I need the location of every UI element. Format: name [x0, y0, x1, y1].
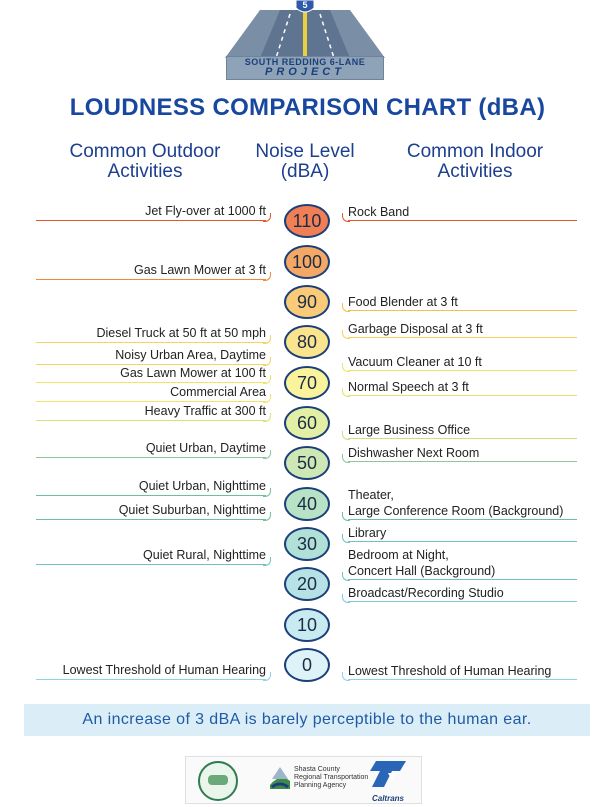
outdoor-item	[0, 263, 280, 281]
indoor-item	[338, 379, 578, 397]
indoor-item	[338, 321, 578, 339]
indoor-item	[338, 354, 578, 372]
outdoor-underline	[36, 495, 266, 496]
shield-number: 5	[302, 0, 308, 10]
outdoor-underline	[36, 220, 266, 221]
indoor-item-label: Normal Speech at 3 ft	[348, 380, 469, 394]
outdoor-underline	[36, 382, 266, 383]
outdoor-curl	[263, 512, 271, 521]
outdoor-item-label: Heavy Traffic at 300 ft	[144, 404, 266, 418]
indoor-item-label: Lowest Threshold of Human Hearing	[348, 664, 552, 678]
outdoor-item-label: Quiet Rural, Nighttime	[143, 548, 266, 562]
indoor-item	[338, 204, 578, 222]
level-heading-line1: Noise Level	[255, 141, 355, 162]
caltrans-label: Caltrans	[371, 794, 404, 803]
outdoor-item-label: Gas Lawn Mower at 3 ft	[133, 263, 266, 277]
indoor-item-label: Dishwasher Next Room	[348, 446, 480, 460]
outdoor-item	[0, 479, 280, 497]
outdoor-item-label: Commercial Area	[170, 385, 266, 399]
level-circle: 0	[284, 648, 330, 682]
caltrans-logo	[366, 759, 410, 803]
indoor-underline	[348, 461, 577, 462]
outdoor-underline	[36, 420, 266, 421]
outdoor-curl	[263, 557, 271, 566]
caltrans-icon	[366, 759, 410, 789]
level-heading-line2: (dBA)	[280, 161, 330, 182]
outdoor-item	[0, 441, 280, 459]
indoor-item-label	[348, 487, 563, 519]
indoor-item	[338, 422, 578, 440]
city-seal-mark	[208, 775, 228, 785]
outdoor-underline	[36, 279, 266, 280]
outdoor-curl	[263, 488, 271, 497]
indoor-item-label: Broadcast/Recording Studio	[348, 586, 504, 600]
indoor-underline	[348, 519, 577, 520]
indoor-underline	[348, 370, 577, 371]
indoor-item-label: Food Blender at 3 ft	[348, 295, 458, 309]
outdoor-item	[0, 663, 280, 681]
indoor-item	[338, 294, 578, 312]
indoor-item	[338, 585, 578, 603]
level-circle: 30	[284, 527, 330, 561]
outdoor-item	[0, 326, 280, 344]
agency-icon	[268, 763, 292, 793]
outdoor-underline	[36, 519, 266, 520]
indoor-item	[338, 487, 578, 521]
level-circle: 100	[284, 245, 330, 279]
indoor-item-line2: Large Conference Room (Background)	[348, 504, 564, 518]
agency-label-1: Shasta County	[294, 766, 340, 773]
level-circle: 40	[284, 487, 330, 521]
indoor-underline	[348, 310, 577, 311]
level-column-heading	[245, 142, 365, 182]
outdoor-underline	[36, 457, 266, 458]
level-circle: 50	[284, 446, 330, 480]
indoor-underline	[348, 579, 577, 580]
indoor-item-label: Garbage Disposal at 3 ft	[348, 322, 483, 336]
outdoor-curl	[263, 357, 271, 366]
indoor-item	[338, 663, 578, 681]
outdoor-underline	[36, 364, 266, 365]
outdoor-curl	[263, 272, 271, 281]
level-circle: 60	[284, 406, 330, 440]
logo-line1: SOUTH REDDING 6-LANE	[244, 57, 366, 67]
outdoor-curl	[263, 375, 271, 384]
indoor-item-label: Rock Band	[348, 205, 410, 219]
indoor-underline	[348, 438, 577, 439]
outdoor-item	[0, 548, 280, 566]
outdoor-underline	[36, 564, 266, 565]
outdoor-item-label: Jet Fly-over at 1000 ft	[145, 204, 266, 218]
city-seal-icon	[198, 761, 238, 801]
outdoor-underline	[36, 679, 266, 680]
indoor-underline	[348, 395, 577, 396]
indoor-item-line2: Concert Hall (Background)	[348, 564, 496, 578]
outdoor-heading-line1: Common Outdoor	[69, 141, 221, 162]
outdoor-heading-line2: Activities	[107, 161, 183, 182]
logo-caption	[226, 56, 384, 80]
info-banner: An increase of 3 dBA is barely perceptible to the human ear.	[24, 704, 590, 736]
level-circle: 20	[284, 567, 330, 601]
outdoor-item-label: Quiet Urban, Daytime	[145, 441, 266, 455]
outdoor-item-label: Gas Lawn Mower at 100 ft	[120, 366, 266, 380]
level-circle: 80	[284, 325, 330, 359]
outdoor-item	[0, 348, 280, 366]
indoor-item-line1: Bedroom at Night,	[348, 548, 449, 562]
indoor-underline	[348, 679, 577, 680]
agency-label-3: Planning Agency	[294, 782, 347, 789]
outdoor-item	[0, 503, 280, 521]
outdoor-item-label: Noisy Urban Area, Daytime	[115, 348, 266, 362]
indoor-item-label: Library	[348, 526, 387, 540]
project-logo	[220, 0, 390, 82]
outdoor-curl	[263, 394, 271, 403]
agency-label-2: Regional Transportation	[294, 774, 369, 781]
indoor-column-heading	[380, 142, 570, 182]
indoor-item-label	[348, 547, 495, 579]
page-title: LOUDNESS COMPARISON CHART (dBA)	[69, 94, 546, 121]
logo-line2: PROJECT	[265, 66, 345, 78]
indoor-item	[338, 525, 578, 543]
indoor-item	[338, 547, 578, 581]
outdoor-underline	[36, 342, 266, 343]
level-circle: 90	[284, 285, 330, 319]
outdoor-column-heading	[40, 142, 250, 182]
outdoor-item	[0, 404, 280, 422]
outdoor-curl	[263, 335, 271, 344]
indoor-underline	[348, 337, 577, 338]
footer-logos	[185, 756, 422, 804]
indoor-item-label: Vacuum Cleaner at 10 ft	[348, 355, 482, 369]
outdoor-curl	[263, 450, 271, 459]
outdoor-item-label: Quiet Urban, Nighttime	[138, 479, 266, 493]
outdoor-underline	[36, 401, 266, 402]
outdoor-item-label: Quiet Suburban, Nighttime	[118, 503, 266, 517]
agency-mark	[268, 763, 292, 793]
indoor-item-label: Large Business Office	[348, 423, 471, 437]
level-circle: 110	[284, 204, 330, 238]
indoor-heading-line2: Activities	[437, 161, 513, 182]
outdoor-item-label: Diesel Truck at 50 ft at 50 mph	[96, 326, 266, 340]
indoor-item	[338, 445, 578, 463]
outdoor-item-label: Lowest Threshold of Human Hearing	[62, 663, 266, 677]
level-circle: 70	[284, 366, 330, 400]
indoor-underline	[348, 601, 577, 602]
level-circle: 10	[284, 608, 330, 642]
indoor-heading-line1: Common Indoor	[406, 141, 544, 162]
agency-text	[294, 766, 368, 790]
outdoor-curl	[263, 413, 271, 422]
outdoor-item	[0, 366, 280, 384]
indoor-underline	[348, 541, 577, 542]
indoor-item-line1: Theater,	[348, 488, 394, 502]
outdoor-item	[0, 385, 280, 403]
indoor-underline	[348, 220, 577, 221]
outdoor-curl	[263, 672, 271, 681]
outdoor-item	[0, 204, 280, 222]
outdoor-curl	[263, 213, 271, 222]
